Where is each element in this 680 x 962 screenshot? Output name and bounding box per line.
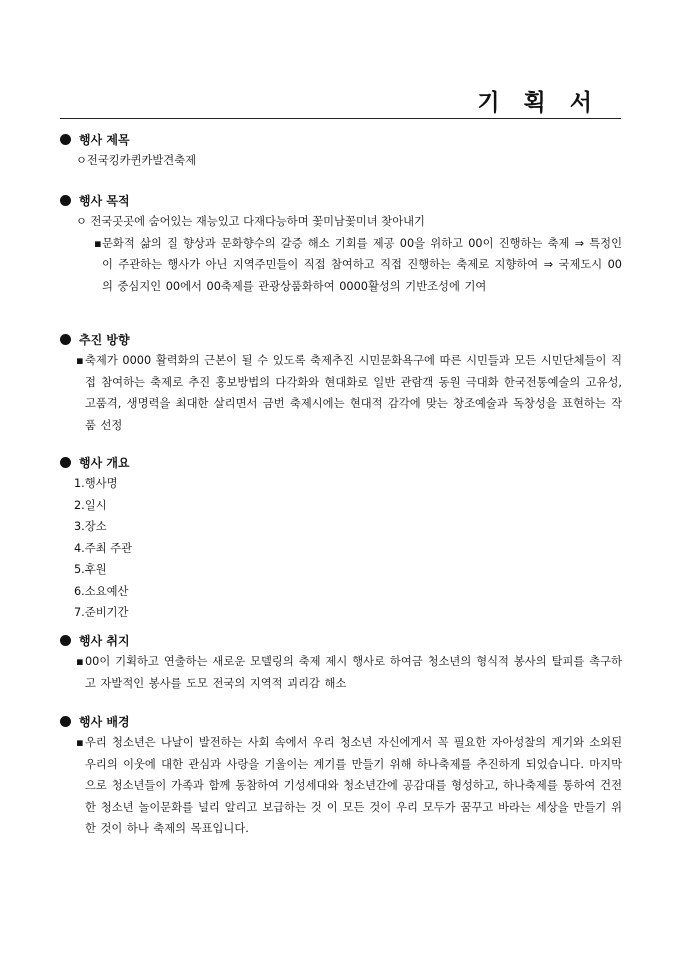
list-item: 4.주최 주관 (74, 541, 133, 555)
filled-circle-icon (60, 635, 71, 646)
background-item (60, 732, 622, 840)
square-bullet-icon: ▪ (76, 354, 84, 367)
section-event-title (60, 130, 622, 172)
title-underline (60, 118, 621, 119)
section-event-purpose (60, 191, 622, 297)
intent-item (60, 651, 622, 694)
filled-circle-icon (60, 134, 71, 145)
filled-circle-icon (60, 195, 71, 206)
filled-circle-icon (60, 457, 71, 468)
filled-circle-icon (60, 716, 71, 727)
section-heading: 행사 목적 (60, 191, 622, 209)
overview-list (60, 473, 622, 624)
section-background (60, 712, 622, 840)
purpose-sub-item (60, 233, 622, 298)
filled-circle-icon (60, 334, 71, 345)
list-item: 5.후원 (74, 563, 107, 576)
square-bullet-icon: ▪ (94, 236, 102, 250)
section-heading: 행사 제목 (60, 130, 622, 148)
direction-text: 축제가 0000 활력화의 근본이 될 수 있도록 축제추진 시민문화욕구에 따른 시민들과 모든 시민단체들이 직접 참여하는 축제로 추진 홍보방법의 다각화와 현대화로 일반 관람객 동원 극대화 한국전통예술의 고유성, 고품격, 생명력을 최대한 살리면서 금번 축제시에는 현대적 감각에 맞는 창조예술과 독창성을 표현하는 작품 선정 (85, 354, 622, 432)
purpose-sub-text: 문화적 삶의 질 향상과 문화향수의 갈증 해소 기회를 제공 00을 위하고 00이 진행하는 축제 ⇒ 특정인이 주관하는 행사가 아닌 지역주민들이 직접 참여하고 직접 진행하는 축제로 지향하여 ⇒ 국제도시 00의 중심지인 00에서 00축제를 관광상품화하여 0000활성의 기반조성에 기여 (102, 236, 622, 293)
section-heading: 추진 방향 (60, 330, 622, 348)
list-item: 7.준비기간 (74, 606, 129, 619)
section-intent (60, 631, 622, 694)
section-direction (60, 330, 622, 436)
list-item: 3.장소 (74, 520, 107, 533)
list-item: 6.소요예산 (74, 584, 129, 598)
list-item: 1.행사명 (74, 477, 118, 490)
purpose-main-text: ㅇ 전국곳곳에 숨어있는 재능있고 다재다능하며 꽃미남꽃미녀 찾아내기 (76, 215, 425, 228)
direction-item (60, 350, 622, 436)
intent-text: 00이 기획하고 연출하는 새로운 모델링의 축제 제시 행사로 하여금 청소년의 형식적 봉사의 탈피를 촉구하고 자발적인 봉사를 도모 전국의 지역적 괴리감 해소 (85, 655, 622, 690)
section-heading: 행사 개요 (60, 453, 622, 471)
list-item: 2.일시 (74, 498, 107, 512)
section-overview (60, 453, 622, 624)
background-text: 우리 청소년은 나날이 발전하는 사회 속에서 우리 청소년 자신에게서 꼭 필요한 자아성찰의 계기와 소외된 우리의 이웃에 대한 관심과 사랑을 기울이는 계기를 만들기 위해 하나축제를 추진하게 되었습니다. 마지막으로 청소년들이 가족과 함께 동참하여 기성세대와 청소년간에 공감대를 형성하고, 하나축제를 통하여 건전한 청소년 놀이문화를 널리 알리고 보급하는 것 이 모든 것이 우리 모두가 꿈꾸고 바라는 세상을 만들기 위한 것이 하나 축제의 목표입니다. (85, 736, 622, 835)
square-bullet-icon: ▪ (76, 736, 84, 749)
section-heading: 행사 배경 (60, 712, 622, 730)
section-heading: 행사 취지 (60, 631, 622, 649)
square-bullet-icon: ▪ (76, 655, 84, 668)
document-title: 기 획 서 (477, 89, 600, 116)
event-title-text: ㅇ전국킹카퀸카발견축제 (76, 154, 197, 167)
